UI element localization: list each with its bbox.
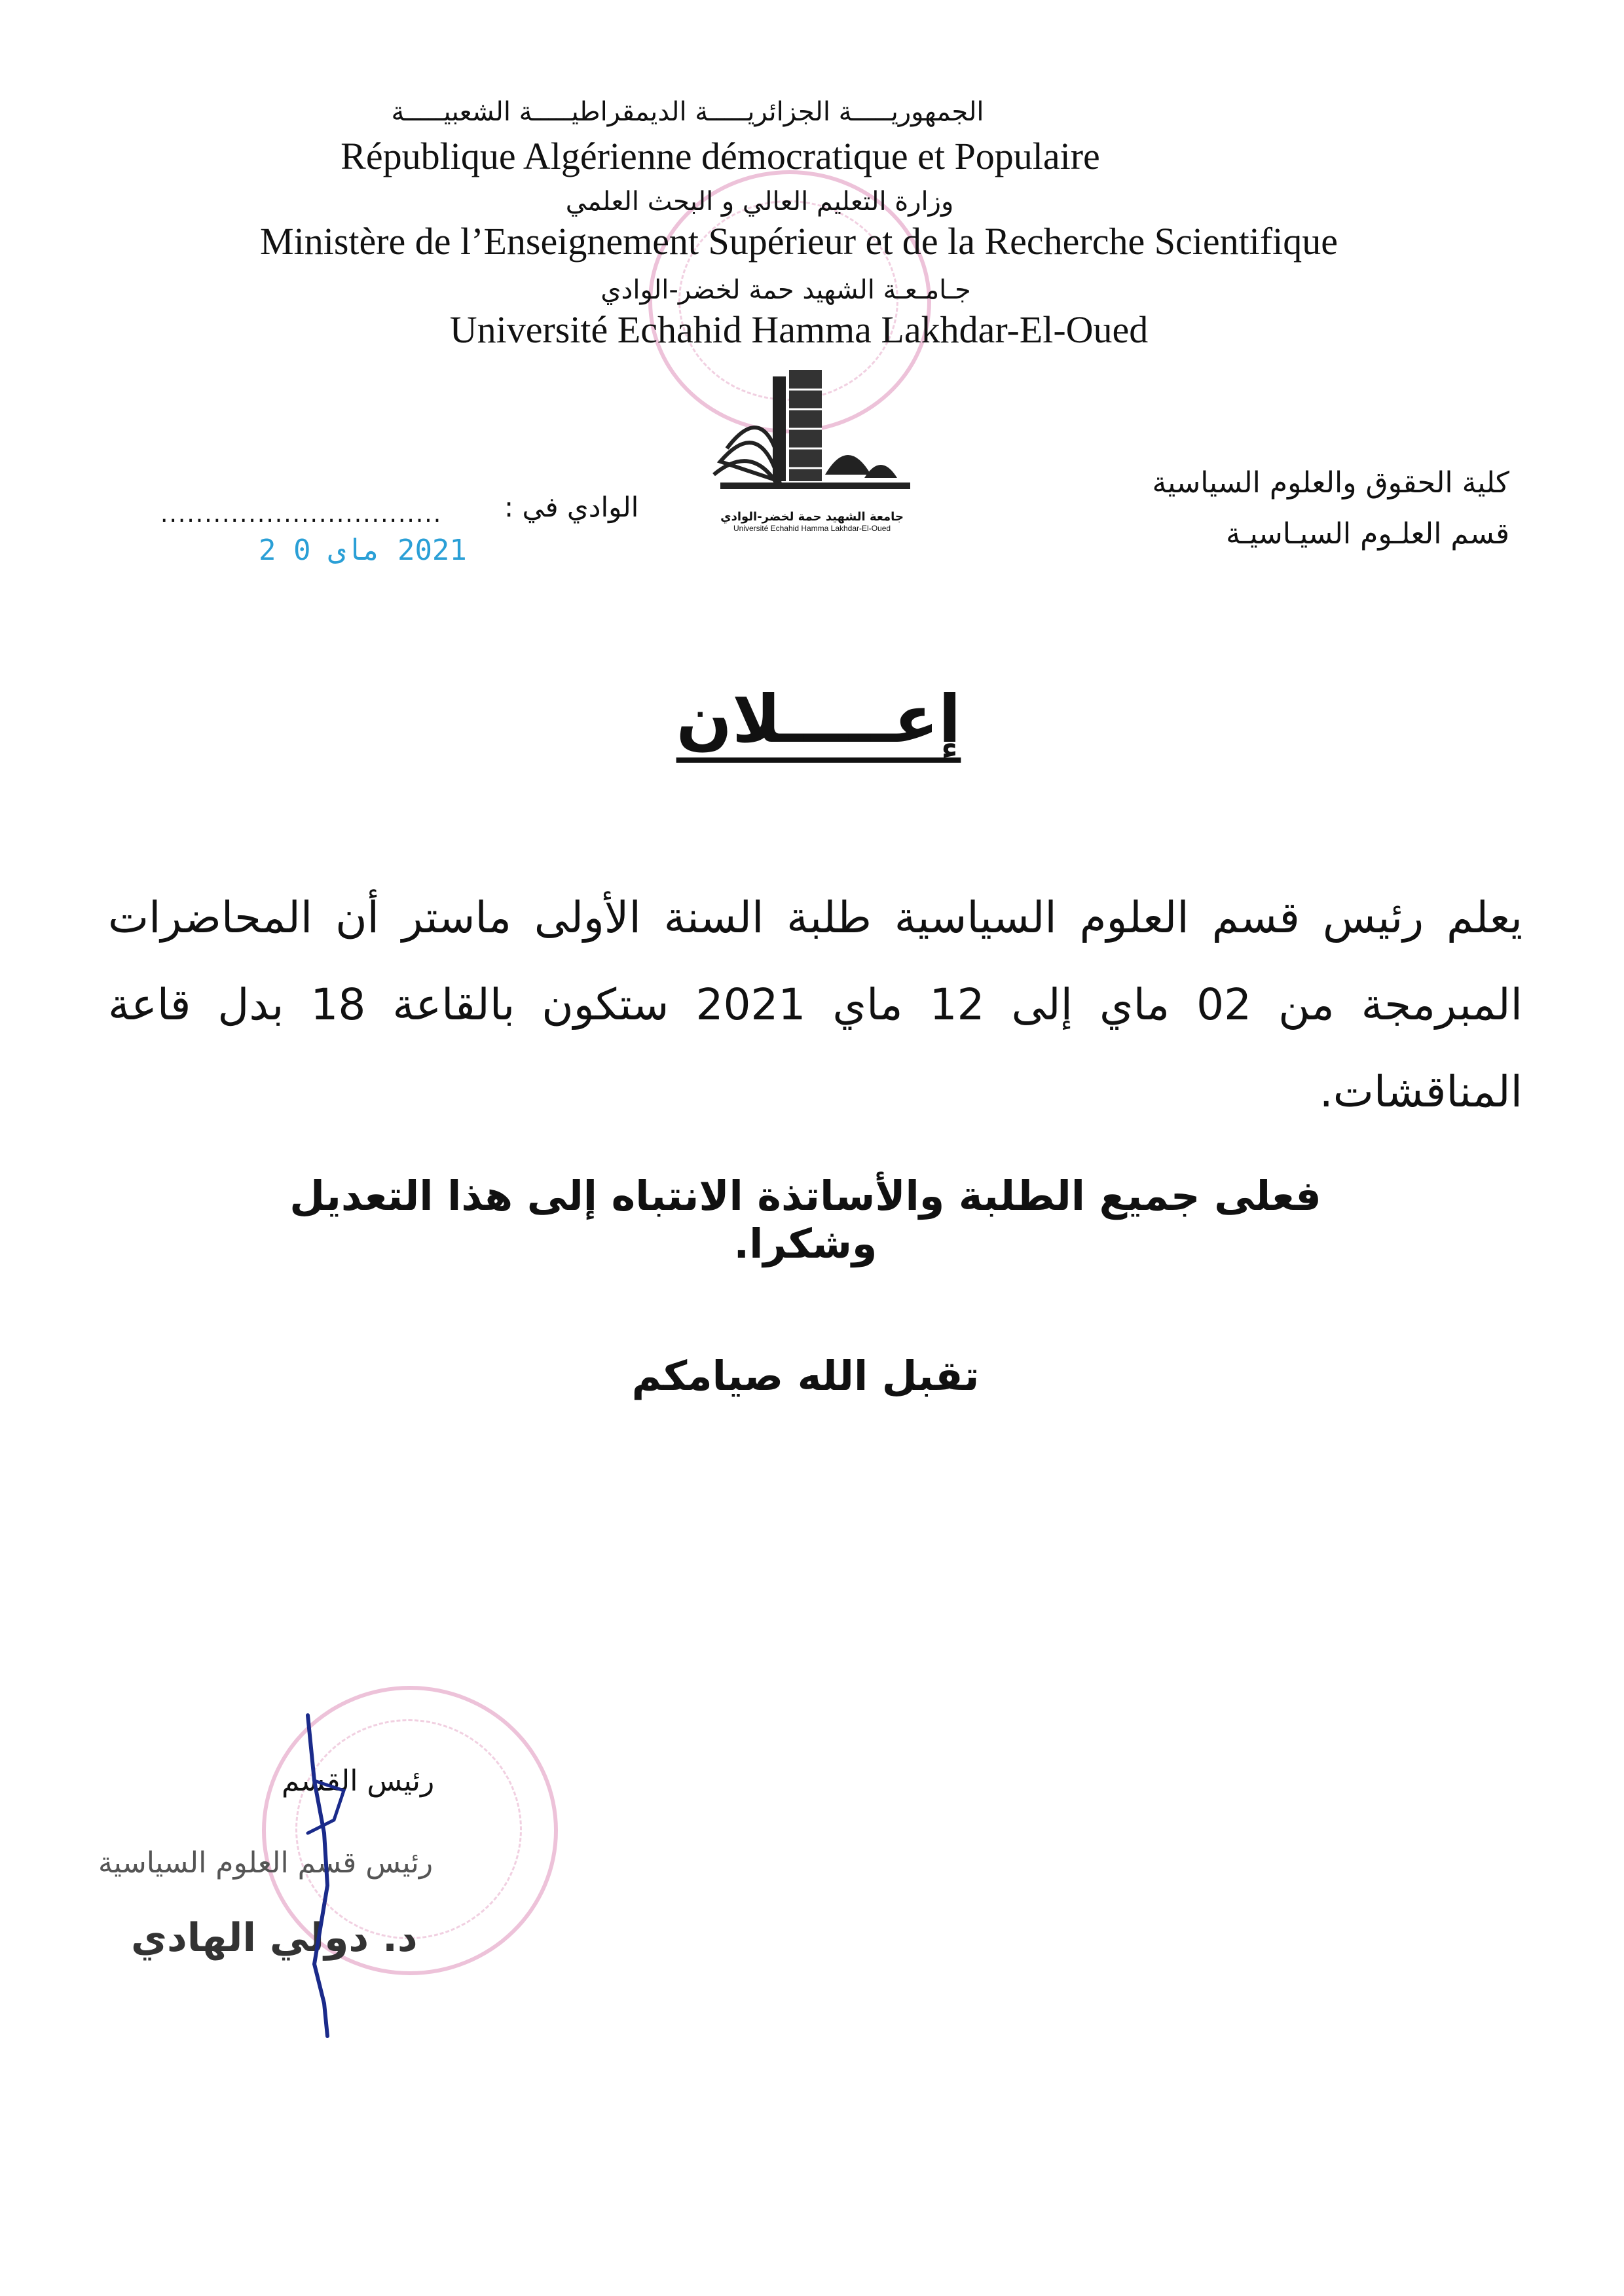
- logo-caption-ar: جامعة الشهيد حمة لخضر-الوادي: [720, 510, 904, 524]
- date-stamp: 2021 ماى 0 2: [259, 534, 467, 567]
- signature-stamp-line2: د. دولي الهادي: [131, 1915, 418, 1961]
- ministry-fr: Ministère de l’Enseignement Supérieur et de la Recherche Scientifique: [260, 220, 1338, 263]
- department-name: قسم العلـوم السيـاسيـة: [1226, 517, 1509, 551]
- signature-stamp-line1: رئيس قسم العلوم السياسية: [98, 1846, 434, 1880]
- handwritten-signature: [288, 1702, 367, 2043]
- republic-ar: الجمهوريـــــة الجزائريـــــة الديمقراطيـــــة الشعبيـــــة: [391, 97, 984, 127]
- signature-title: رئيس القسم: [282, 1764, 435, 1798]
- closing-greeting: تقبل الله صيامكم: [631, 1352, 980, 1400]
- logo-caption-fr: Université Echahid Hamma Lakhdar-El-Oued: [733, 524, 891, 533]
- announcement-title: إعـــــلان: [676, 681, 961, 757]
- university-ar: جـامـعـة الشهيد حمة لخضر-الوادي: [600, 275, 971, 305]
- university-fr: Université Echahid Hamma Lakhdar-El-Oued: [449, 308, 1149, 351]
- date-label: الوادي في :: [504, 491, 639, 523]
- announcement-notice: فعلى جميع الطلبة والأساتذة الانتباه إلى هذا التعديل وشكرا.: [289, 1172, 1321, 1267]
- republic-fr: République Algérienne démocratique et Populaire: [341, 135, 1100, 177]
- faculty-name: كلية الحقوق والعلوم السياسية: [1152, 466, 1509, 500]
- university-logo: [707, 363, 917, 534]
- ministry-ar: وزارة التعليم العالي و البحث العلمي: [565, 187, 954, 217]
- announcement-body: يعلم رئيس قسم العلوم السياسية طلبة السنة الأولى ماستر أن المحاضرات المبرمجة من 02 ماي إلى 12 ماي 2021 ستكون بالقاعة 18 بدل قاعة المناقشات.: [108, 892, 1522, 1117]
- logo-graphic-icon: [707, 363, 917, 507]
- date-dots: ................................: [160, 501, 443, 528]
